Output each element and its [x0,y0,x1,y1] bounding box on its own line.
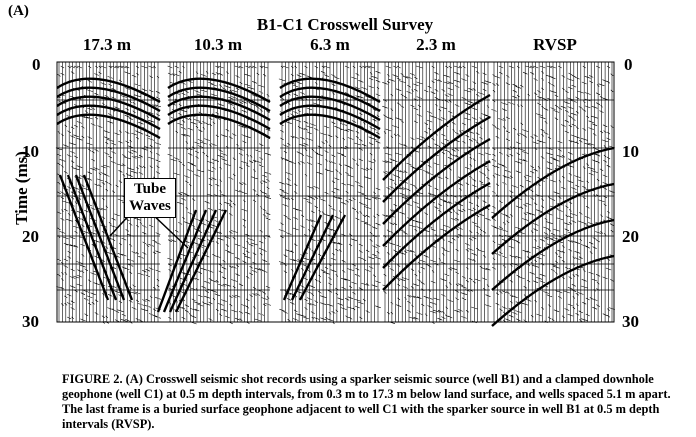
y-tick-right-0: 0 [624,55,633,74]
panel-title-5: RVSP [533,35,577,54]
y-tick-left-20: 20 [22,227,39,246]
y-axis-label: Time (ms) [12,151,31,225]
trace-group-3 [279,62,381,324]
panel-title-4: 2.3 m [416,35,456,54]
figure-label: (A) [8,3,29,19]
y-tick-left-30: 30 [22,312,39,331]
panel-title-3: 6.3 m [310,35,350,54]
annotation-line-1: Tube [134,181,166,197]
y-tick-left-10: 10 [22,142,39,161]
tube-waves-annotation [124,178,176,218]
annotation-line-2: Waves [129,198,171,214]
figure-caption: FIGURE 2. (A) Crosswell seismic shot records using a sparker seismic source (well B1) and a clamped downhole geophone (well C1) at 0.5 m depth intervals, from 0.3 m to 17.3 m below land surface, and wells spaced 5.1 m apart. The last frame is a buried surface geophone adjacent to well C1 with the sparker source in well B1 at 0.5 m depth intervals (RVSP). [62,372,671,431]
panel-title-2: 10.3 m [193,35,243,54]
y-tick-left-0: 0 [32,55,41,74]
survey-title: B1-C1 Crosswell Survey [256,15,434,34]
y-tick-right-30: 30 [622,312,639,331]
panel-title-1: 17.3 m [82,35,132,54]
y-tick-right-20: 20 [622,227,639,246]
trace-group-5 [491,62,615,323]
y-tick-right-10: 10 [622,142,639,161]
